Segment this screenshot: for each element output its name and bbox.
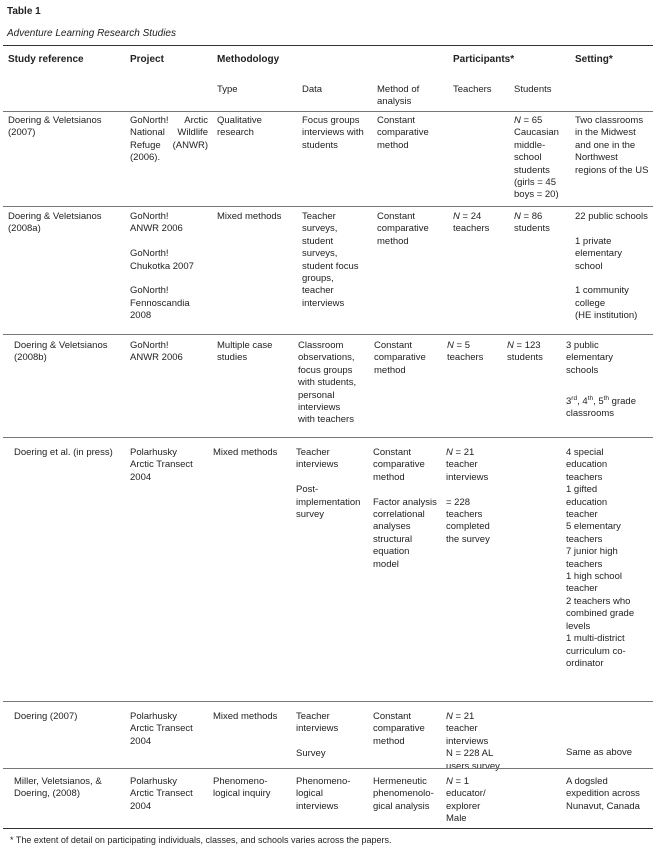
cell-project: GoNorth! ANWR 2006 <box>130 340 183 364</box>
cell-students-text: = 123 students <box>507 340 543 364</box>
cell-study-reference: Doering & Veletsianos (2007) <box>8 115 102 139</box>
header-method-of-analysis: Method of analysis <box>377 84 420 108</box>
cell-setting: 22 public schools 1 private elementary school 1 community college (HE institution) <box>575 211 648 322</box>
cell-type: Phenomeno- logical inquiry <box>213 776 271 800</box>
cell-teachers <box>446 447 490 546</box>
cell-study-reference: Doering & Veletsianos (2008b) <box>14 340 108 364</box>
cell-method-of-analysis: Constant comparative method <box>377 211 429 247</box>
cell-teachers-text: = 21 teacher interviews N = 228 AL users survey <box>446 711 500 772</box>
header-methodology: Methodology <box>217 54 280 65</box>
cell-method-of-analysis: Constant comparative method <box>377 115 429 151</box>
cell-data: Phenomeno- logical interviews <box>296 776 351 812</box>
header-teachers: Teachers <box>453 84 492 95</box>
n-symbol: N <box>514 211 521 222</box>
cell-setting: 4 special education teachers 1 gifted education teacher 5 elementary teachers 7 junior high teachers 1 high school teacher 2 teachers who combined grade levels 1 multi-district curriculum co- ordinator <box>566 447 635 669</box>
table-label: Table 1 <box>7 6 41 17</box>
cell-study-reference: Miller, Veletsianos, & Doering, (2008) <box>14 776 102 800</box>
cell-study-reference: Doering (2007) <box>14 711 78 722</box>
cell-project: GoNorth! Arctic National Wildlife Refuge (ANWR) (2006). <box>130 115 208 164</box>
cell-setting: 3 public elementary schools <box>566 340 613 376</box>
cell-students-text: = 65 Caucasian middle- school students (girls = 45 boys = 20) <box>514 115 559 201</box>
row-divider <box>3 334 653 335</box>
cell-setting-grades: 3rd, 4th, 5th grade classrooms <box>566 394 636 420</box>
cell-data: Teacher interviews Survey <box>296 711 339 760</box>
cell-type: Mixed methods <box>213 447 278 458</box>
cell-project: Polarhusky Arctic Transect 2004 <box>130 776 193 812</box>
rule-header <box>3 111 653 112</box>
cell-teachers <box>453 211 489 236</box>
row-divider <box>3 768 653 769</box>
row-divider <box>3 701 653 702</box>
header-project: Project <box>130 54 164 65</box>
cell-teachers <box>447 340 483 365</box>
cell-teachers-text: = 21 teacher interviews = 228 teachers completed the survey <box>446 447 490 545</box>
cell-teachers-text: = 5 teachers <box>447 340 484 364</box>
cell-type: Multiple case studies <box>217 340 273 364</box>
cell-study-reference: Doering et al. (in press) <box>14 447 113 458</box>
row-divider <box>3 437 653 438</box>
cell-students <box>514 211 550 236</box>
n-symbol: N <box>446 711 453 722</box>
rule-bottom <box>3 828 653 829</box>
cell-project: GoNorth! ANWR 2006 GoNorth! Chukotka 2007 GoNorth! Fennoscandia 2008 <box>130 211 194 322</box>
header-type: Type <box>217 84 238 95</box>
header-study-reference: Study reference <box>8 54 84 65</box>
header-students: Students <box>514 84 552 95</box>
n-symbol: N <box>446 447 453 458</box>
cell-students <box>514 115 559 202</box>
cell-type: Qualitative research <box>217 115 262 139</box>
n-symbol: N <box>453 211 460 222</box>
cell-teachers <box>446 711 500 773</box>
cell-project: Polarhusky Arctic Transect 2004 <box>130 711 193 747</box>
cell-method-of-analysis: Constant comparative method <box>374 340 426 376</box>
header-setting: Setting* <box>575 54 613 65</box>
cell-setting: Two classrooms in the Midwest and one in the Northwest regions of the US <box>575 115 649 176</box>
n-symbol: N <box>447 340 454 351</box>
cell-teachers <box>446 776 486 826</box>
cell-teachers-text: = 1 educator/ explorer Male <box>446 776 486 825</box>
cell-setting: Same as above <box>566 747 633 758</box>
cell-method-of-analysis: Constant comparative method Factor analysis correlational analyses structural equation model <box>373 447 437 570</box>
cell-project: Polarhusky Arctic Transect 2004 <box>130 447 193 483</box>
cell-setting: A dogsled expedition across Nunavut, Canada <box>566 776 640 812</box>
footnote: * The extent of detail on participating individuals, classes, and schools varies across the papers. <box>10 835 392 845</box>
cell-data: Teacher interviews Post- implementation survey <box>296 447 361 521</box>
n-symbol: N <box>446 776 453 787</box>
n-symbol: N <box>507 340 514 351</box>
cell-data: Classroom observations, focus groups with students, personal interviews with teachers <box>298 340 357 426</box>
table-title: Adventure Learning Research Studies <box>7 28 176 39</box>
cell-method-of-analysis: Hermeneutic phenomenolo- gical analysis <box>373 776 434 812</box>
cell-study-reference: Doering & Veletsianos (2008a) <box>8 211 102 235</box>
cell-method-of-analysis: Constant comparative method <box>373 711 425 747</box>
header-data: Data <box>302 84 323 95</box>
header-participants: Participants* <box>453 54 515 65</box>
cell-data: Teacher surveys, student surveys, student focus groups, teacher interviews <box>302 211 359 309</box>
row-divider <box>3 206 653 207</box>
cell-data: Focus groups interviews with students <box>302 115 364 151</box>
cell-type: Mixed methods <box>217 211 282 222</box>
cell-teachers-text: = 24 teachers <box>453 211 490 235</box>
n-symbol: N <box>514 115 521 126</box>
cell-students <box>507 340 543 365</box>
rule-top <box>3 45 653 46</box>
cell-students-text: = 86 students <box>514 211 550 235</box>
cell-type: Mixed methods <box>213 711 278 722</box>
